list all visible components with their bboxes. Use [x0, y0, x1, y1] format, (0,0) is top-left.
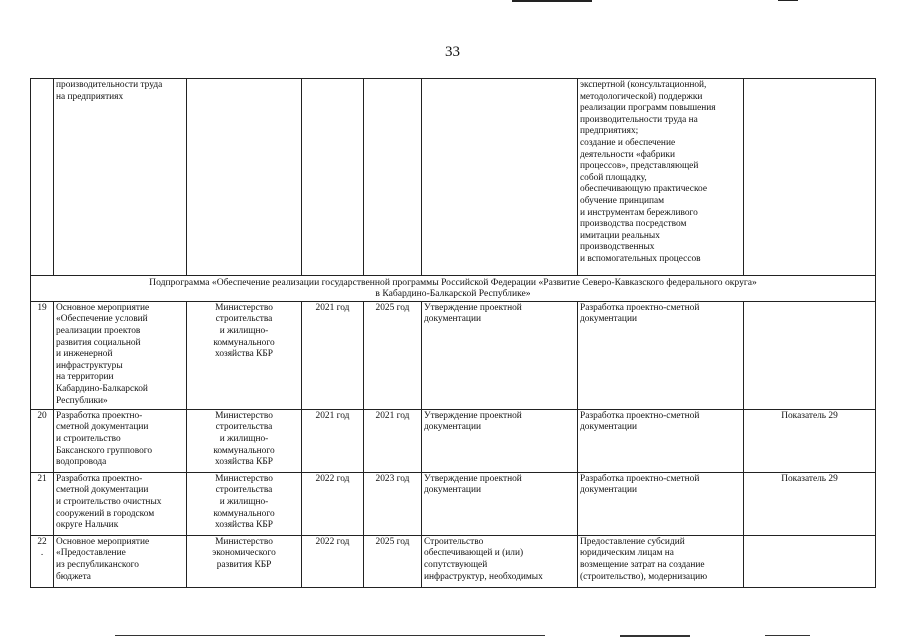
- cell-start: 2022 год: [302, 472, 364, 535]
- table-row: [31, 301, 876, 409]
- cell-start: 2021 год: [302, 409, 364, 472]
- cell-end: 2025 год: [364, 301, 422, 409]
- cell-executor: Министерство строительства и жилищно- коммунального хозяйства КБР: [187, 409, 302, 472]
- cell-executor: Министерство строительства и жилищно- коммунального хозяйства КБР: [187, 472, 302, 535]
- cell-indicator: [744, 535, 876, 587]
- cell-result: экспертной (консультационной, методологической) поддержки реализации программ повышения производительности труда на предприятиях; создание и обеспечение деятельности «фабрики процессов», представляющей собой площадку, обеспечивающую практическое обучение принципам и инструментам бережливого производства посредством имитации реальных производственных и вспомогательных процессов: [578, 79, 744, 276]
- measures-table: [30, 78, 876, 588]
- table-row: [31, 409, 876, 472]
- cell-executor: Министерство экономического развития КБР: [187, 535, 302, 587]
- scan-mark: [115, 635, 545, 636]
- cell-start: 2022 год: [302, 535, 364, 587]
- cell-num: 20: [31, 409, 54, 472]
- cell-start: [302, 79, 364, 276]
- cell-name: Разработка проектно- сметной документации и строительство Баксанского группового водопровода: [54, 409, 187, 472]
- cell-result: Разработка проектно-сметной документации: [578, 301, 744, 409]
- scan-mark: [512, 0, 592, 2]
- cell-event: Утверждение проектной документации: [422, 409, 578, 472]
- cell-num: 21: [31, 472, 54, 535]
- cell-executor: [187, 79, 302, 276]
- cell-name: производительности труда на предприятиях: [54, 79, 187, 276]
- cell-event: Утверждение проектной документации: [422, 472, 578, 535]
- cell-event: Строительство обеспечивающей и (или) сопутствующей инфраструктур, необходимых: [422, 535, 578, 587]
- cell-end: [364, 79, 422, 276]
- cell-end: 2023 год: [364, 472, 422, 535]
- cell-executor: Министерство строительства и жилищно- коммунального хозяйства КБР: [187, 301, 302, 409]
- cell-end: 2025 год: [364, 535, 422, 587]
- page-number: 33: [445, 44, 460, 60]
- cell-result: Разработка проектно-сметной документации: [578, 409, 744, 472]
- cell-indicator: [744, 301, 876, 409]
- cell-num: 22 .: [31, 535, 54, 587]
- scan-mark: [765, 635, 810, 636]
- cell-event: [422, 79, 578, 276]
- cell-result: Предоставление субсидий юридическим лицам на возмещение затрат на создание (строительство), модернизацию: [578, 535, 744, 587]
- table-row: [31, 79, 876, 276]
- table-row: [31, 472, 876, 535]
- cell-name: Разработка проектно- сметной документации и строительство очистных сооружений в городском округе Нальчик: [54, 472, 187, 535]
- cell-indicator: Показатель 29: [744, 409, 876, 472]
- cell-num: 19: [31, 301, 54, 409]
- subprogram-title: Подпрограмма «Обеспечение реализации государственной программы Российской Федерации «Развитие Северо-Кавказского федерального округа» в Кабардино-Балкарской Республике»: [31, 276, 876, 302]
- table-row: [31, 535, 876, 587]
- cell-num: [31, 79, 54, 276]
- cell-name: Основное мероприятие «Обеспечение условий реализации проектов развития социальной и инженерной инфраструктуры на территории Кабардино-Балкарской Республики»: [54, 301, 187, 409]
- cell-indicator: Показатель 29: [744, 472, 876, 535]
- cell-start: 2021 год: [302, 301, 364, 409]
- cell-indicator: [744, 79, 876, 276]
- scan-mark: [620, 635, 690, 637]
- cell-event: Утверждение проектной документации: [422, 301, 578, 409]
- cell-end: 2021 год: [364, 409, 422, 472]
- scan-mark: [778, 0, 798, 1]
- cell-result: Разработка проектно-сметной документации: [578, 472, 744, 535]
- subprogram-row: [31, 276, 876, 302]
- cell-name: Основное мероприятие «Предоставление из республиканского бюджета: [54, 535, 187, 587]
